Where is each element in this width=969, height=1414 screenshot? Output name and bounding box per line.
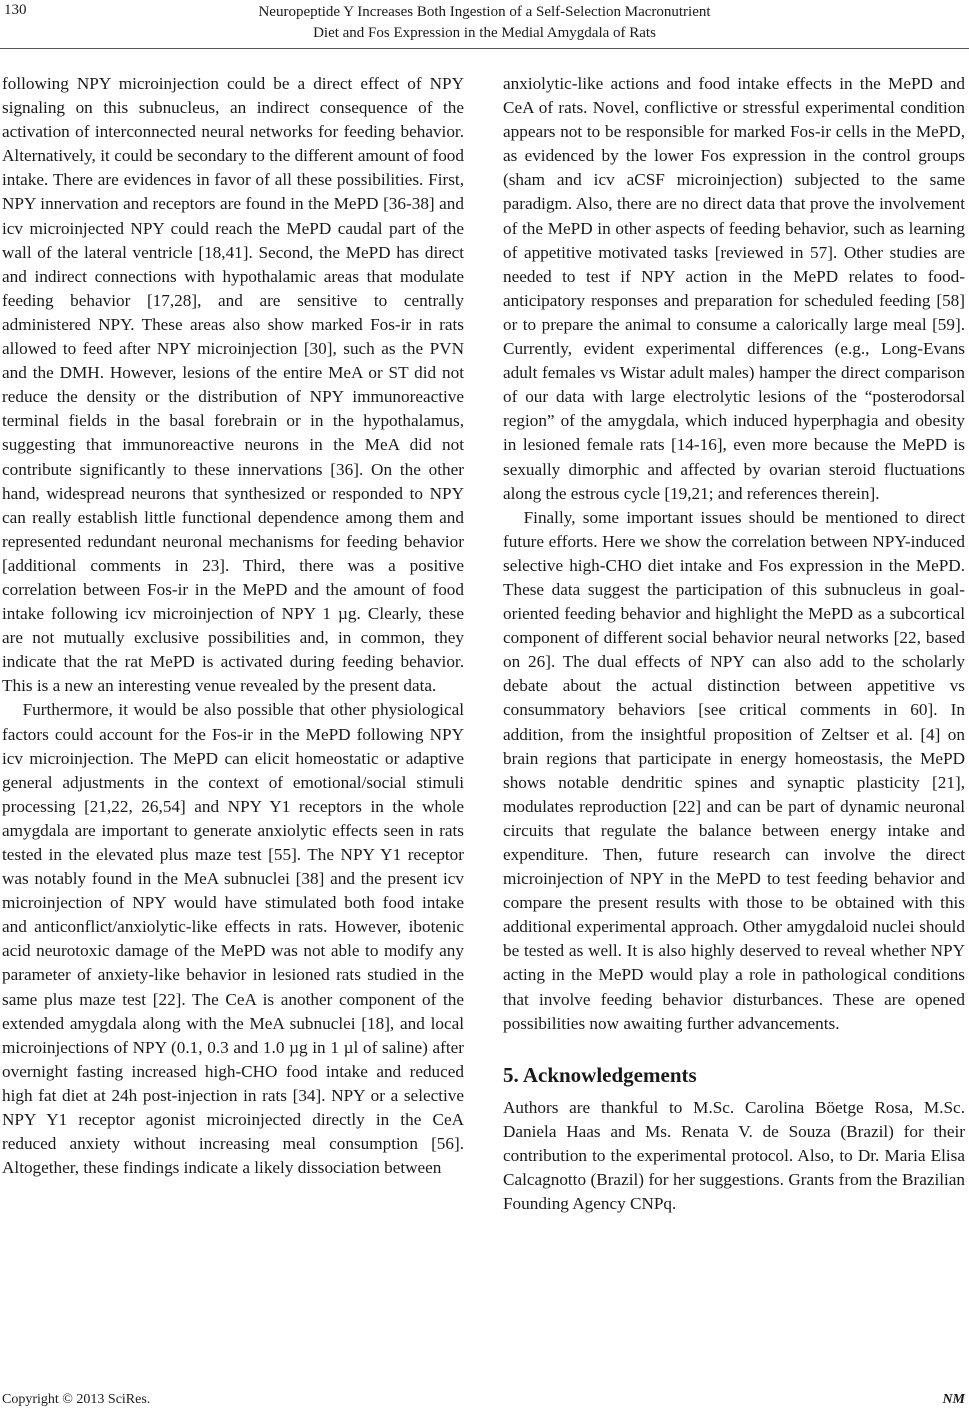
section-heading: 5. Acknowledgements	[503, 1062, 697, 1087]
running-title	[0, 2, 969, 44]
page-footer	[0, 1392, 969, 1414]
paragraph: Finally, some important issues should be mentioned to direct future efforts. Here we show the correlation between NPY-induced selective high-CHO diet intake and Fos expression in the MePD. These data suggest the participation of this subnucleus in goal-oriented feeding behavior and highlight the MePD as a subcortical component of different social behavior neural networks [22, based on 26]. The dual effects of NPY can also add to the scholarly debate about the actual distinction between appetitive vs consummatory behaviors [see critical comments in 60]. In addition, from the insightful proposition of Zeltser et al. [4] on brain regions that participate in energy homeostasis, the MePD shows notable dendritic spines and synaptic plasticity [21], modulates reproduction [22] and can be part of dynamic neuronal circuits that regulate the balance between energy intake and expenditure. Then, future research can involve the direct microinjection of NPY in the MePD to test feeding behavior and compare the present results with those to be obtained with this additional experimental approach. Other amygdaloid nuclei should be tested as well. It is also highly deserved to reveal whether NPY acting in the MePD would play a role in pathological conditions that involve feeding behavior disturbances. These are opened possibilities now awaiting further advancements.	[503, 507, 965, 1033]
header-divider	[0, 48, 969, 49]
running-title-line-2: Diet and Fos Expression in the Medial Amygdala of Rats	[313, 25, 656, 41]
paragraph: Authors are thankful to M.Sc. Carolina Böetge Rosa, M.Sc. Daniela Haas and Ms. Renata V. de Souza (Brazil) for their contribution to the experimental protocol. Also, to Dr. Maria Elisa Calcagnotto (Brazil) for her suggestions. Grants from the Brazilian Founding Agency CNPq.	[503, 1097, 965, 1214]
running-title-line-1: Neuropeptide Y Increases Both Ingestion of a Self-Selection Macronutrient	[258, 4, 711, 20]
paragraph: Furthermore, it would be also possible that other physiological factors could account for the Fos-ir in the MePD following NPY icv microinjection. The MePD can elicit homeostatic or adaptive general adjustments in the context of emotional/social stimuli processing [21,22, 26,54] and NPY Y1 receptors in the whole amygdala are important to generate anxiolytic effects seen in rats tested in the elevated plus maze test [55]. The NPY Y1 receptor was notably found in the MeA subnuclei [38] and the present icv microinjection of NPY would have stimulated both food intake and anticonflict/anxiolytic-like effects in rats. However, ibotenic acid neurotoxic damage of the MePD was not able to modify any parameter of anxiety-like behavior in lesioned rats studied in the same plus maze test [22]. The CeA is another component of the extended amygdala along with the MeA subnuclei [18], and local microinjections of NPY (0.1, 0.3 and 1.0 µg in 1 µl of saline) after overnight fasting increased high-CHO food intake and reduced high fat diet at 24h post-injection in rats [34]. NPY or a selective NPY Y1 receptor agonist microinjected directly in the CeA reduced anxiety without increasing meal consumption [56]. Altogether, these findings indicate a likely dissociation between	[2, 700, 464, 1178]
copyright-notice: Copyright © 2013 SciRes.	[2, 1392, 151, 1407]
page-header	[0, 0, 969, 52]
page-number: 130	[4, 2, 27, 18]
right-column	[503, 72, 965, 1216]
paragraph: following NPY microinjection could be a direct effect of NPY signaling on this subnucleus, an indirect consequence of the activation of interconnected neural networks for feeding behavior. Alternatively, it could be secondary to the different amount of food intake. There are evidences in favor of all these possibilities. First, NPY innervation and receptors are found in the MePD [36-38] and icv microinjected NPY could reach the MePD caudal part of the wall of the lateral ventricle [18,41]. Second, the MePD has direct and indirect connections with hypothalamic areas that modulate feeding behavior [17,28], and are sensitive to centrally administered NPY. These areas also show marked Fos-ir in rats allowed to feed after NPY microinjection [30], such as the PVN and the DMH. However, lesions of the entire MeA or ST did not reduce the density or the distribution of NPY immunoreactive terminal fields in the basal forebrain or in the hypothalamus, suggesting that immunoreactive neurons in the MeA did not contribute significantly to these innervations [36]. On the other hand, widespread neurons that synthesized or responded to NPY can really establish little functional dependence among them and represented redundant neuronal mechanisms for feeding behavior [additional comments in 23]. Third, there was a positive correlation between Fos-ir in the MePD and the amount of food intake following icv microinjection of NPY 1 µg. Clearly, these are not mutually exclusive possibilities and, in common, they indicate that the rat MePD is activated during feeding behavior. This is a new an interesting venue revealed by the present data.	[2, 74, 464, 696]
journal-abbreviation: NM	[942, 1392, 965, 1407]
left-column	[2, 72, 464, 1180]
paragraph: anxiolytic-like actions and food intake effects in the MePD and CeA of rats. Novel, conflictive or stressful experimental condition appears not to be responsible for marked Fos-ir cells in the MePD, as evidenced by the lower Fos expression in the control groups (sham and icv aCSF microinjection) subjected to the same paradigm. Also, there are no direct data that prove the involvement of the MePD in other aspects of feeding behavior, such as learning of appetitive motivated tasks [reviewed in 57]. Other studies are needed to test if NPY action in the MePD relates to food-anticipatory responses and preparation for scheduled feeding [58] or to prepare the animal to consume a calorically large meal [59]. Currently, evident experimental differences (e.g., Long-Evans adult females vs Wistar adult males) hamper the direct comparison of our data with large electrolytic lesions of the “posterodorsal region” of the amygdala, which induced hyperphagia and obesity in lesioned female rats [14-16], even more because the MePD is sexually dimorphic and affected by ovarian steroid fluctuations along the estrous cycle [19,21; and references therein].	[503, 74, 965, 503]
